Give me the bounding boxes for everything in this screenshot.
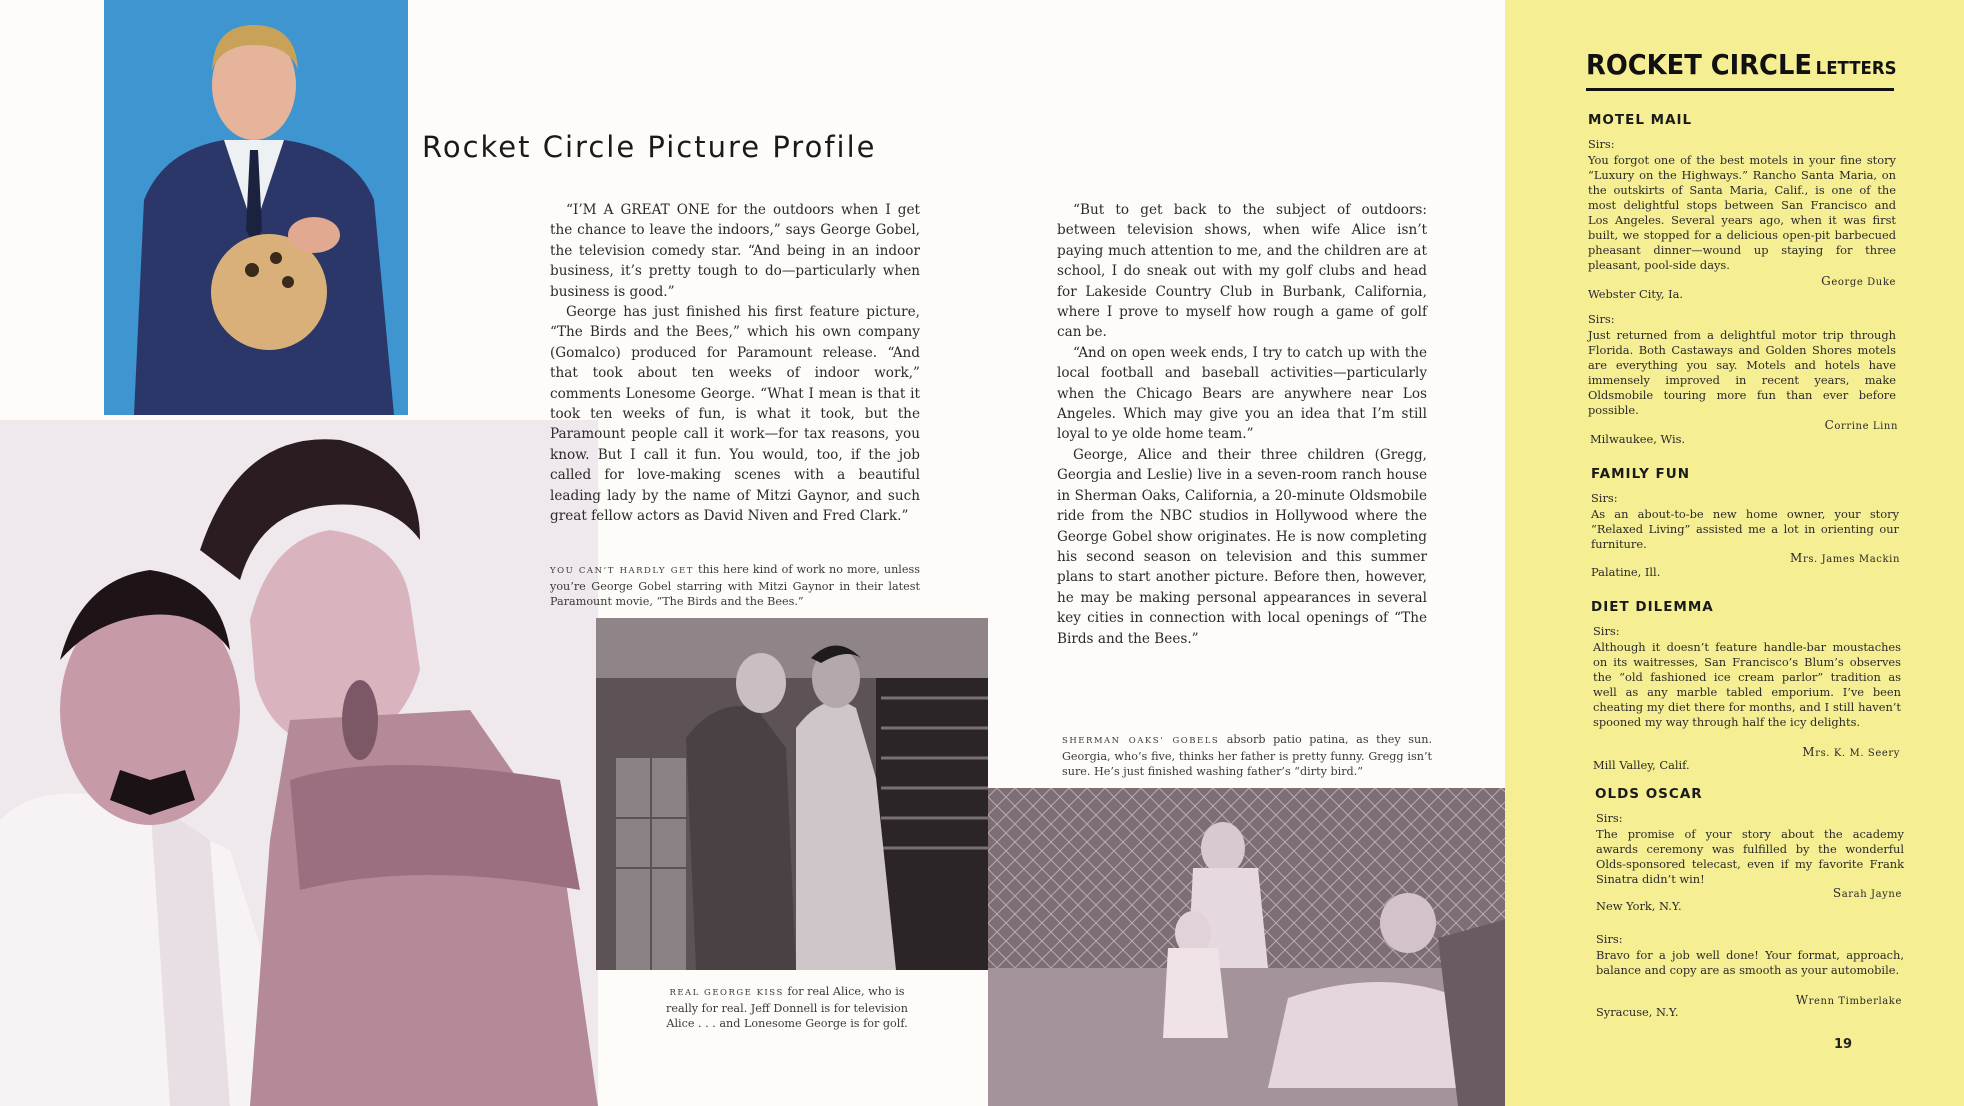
page-number: 19	[1834, 1037, 1853, 1052]
letter-signature: Sarah Jayne	[1832, 886, 1902, 900]
caption-text: absorb patio patina, as they sun. Georgia, who’s five, thinks her father is pretty funny. Gregg isn’t sure. He’s just finished washing father’s “dirty bird.”	[1062, 733, 1432, 778]
caption-text: this here kind of work no more, unless you’re George Gobel starring with Mitzi Gaynor in their latest Paramount movie, “The Birds and the Bees.”	[550, 563, 920, 608]
letter-signature: George Duke	[1821, 274, 1896, 288]
section-heading-diet-dilemma: DIET DILEMMA	[1591, 599, 1714, 615]
letters-title	[1586, 48, 1897, 81]
letter-city: New York, N.Y.	[1596, 899, 1682, 913]
section-heading-motel-mail: MOTEL MAIL	[1588, 112, 1693, 128]
letter-text: Just returned from a delightful motor trip through Florida. Both Castaways and Golden Shores motels are everything you say. Motels and hotels have immensely improved in recent years, make Oldsmobile touring more fun than ever before possible.	[1588, 328, 1896, 417]
article-column-1	[550, 200, 920, 527]
salutation: Sirs:	[1596, 811, 1623, 825]
letter-text: As an about-to-be new home owner, your story “Relaxed Living” assisted me a lot in orienting our furniture.	[1591, 507, 1899, 551]
salutation: Sirs:	[1591, 491, 1618, 505]
section-heading-olds-oscar: OLDS OSCAR	[1595, 786, 1703, 802]
article-column-2	[1057, 200, 1427, 649]
letter-signature: Corrine Linn	[1824, 418, 1898, 432]
caption-text: for real Alice, who is really for real. Jeff Donnell is for television Alice . . . and Lonesome George is for golf.	[666, 985, 908, 1030]
letter-city: Webster City, Ia.	[1588, 287, 1684, 301]
salutation: Sirs:	[1593, 624, 1620, 638]
photo-gobel-family-patio	[988, 788, 1510, 1106]
salutation: Sirs:	[1588, 312, 1615, 326]
section-heading-family-fun: FAMILY FUN	[1591, 466, 1691, 482]
paragraph: “But to get back to the subject of outdoors: between television shows, when wife Alice isn’t paying much attention to me, and the children are at school, I do sneak out with my golf clubs and head for Lakeside Country Club in Burbank, California, where I prove to myself how rough a game of golf can be.	[1057, 202, 1427, 341]
letter-signature: Wrenn Timberlake	[1795, 993, 1902, 1007]
page-title: Rocket Circle Picture Profile	[422, 130, 877, 164]
letter-text: Bravo for a job well done! Your format, approach, balance and copy are as smooth as your automobile.	[1596, 948, 1904, 977]
salutation: Sirs:	[1596, 932, 1623, 946]
portrait-photo-george-gobel	[104, 0, 408, 415]
paragraph: “I’M A GREAT ONE for the outdoors when I get the chance to leave the indoors,” says George Gobel, the television comedy star. “And being in an indoor business, it’s pretty tough to do—particularly when business is good.”	[550, 202, 920, 300]
letters-title-small: LETTERS	[1815, 58, 1897, 79]
letter-text: The promise of your story about the academy awards ceremony was fulfilled by the wonderful Olds-sponsored telecast, even if my favorite Frank Sinatra didn’t win!	[1596, 827, 1904, 886]
letters-title-main: ROCKET CIRCLE	[1586, 48, 1812, 81]
caption-lead: YOU CAN’T HARDLY GET	[550, 566, 694, 576]
letter-city: Syracuse, N.Y.	[1596, 1005, 1679, 1019]
letter-city: Milwaukee, Wis.	[1590, 432, 1686, 446]
caption-kiss-photo	[652, 984, 922, 1031]
letter-text: Although it doesn’t feature handle-bar moustaches on its waitresses, San Francisco’s Blum’s observes the “old fashioned ice cream parlor” tradition as well as any marble tabled emporium. I’ve been cheating my diet there for months, and I still haven’t spooned my way through half the icy delights.	[1593, 640, 1901, 729]
letter-city: Palatine, Ill.	[1591, 565, 1661, 579]
paragraph: “And on open week ends, I try to catch up with the local football and baseball activities—particularly when the Chicago Bears are anywhere near Los Angeles. Which may give you an idea that I’m still loyal to ye olde home team.”	[1057, 344, 1427, 443]
paragraph: George has just finished his first feature picture, “The Birds and the Bees,” which his own company (Gomalco) produced for Paramount release. “And that took about ten weeks of indoor work,” comments Lonesome George. “What I mean is that it took ten weeks of fun, is what it took, but the Paramount people call it work—for tax reasons, you know. But I call it fun. You would, too, if the job called for love-making scenes with a beautiful leading lady by the name of Mitzi Gaynor, and such great fellow actors as David Niven and Fred Clark.”	[550, 304, 920, 525]
caption-movie-photo	[550, 562, 920, 609]
title-rule	[1586, 88, 1894, 91]
letter-signature: Mrs. K. M. Seery	[1802, 745, 1900, 759]
paragraph: George, Alice and their three children (Gregg, Georgia and Leslie) live in a seven-room ranch house in Sherman Oaks, California, a 20-minute Oldsmobile ride from the NBC studios in Hollywood where the George Gobel show originates. He is now completing his second season on television and this summer plans to start another picture. Before then, however, he may be making personal appearances in several key cities in connection with local openings of “The Birds and the Bees.”	[1057, 446, 1427, 647]
photo-gobel-and-gaynor	[0, 420, 598, 1106]
letter-signature: Mrs. James Mackin	[1790, 551, 1900, 565]
letter-text: You forgot one of the best motels in your fine story “Luxury on the Highways.” Rancho Santa Maria, on the outskirts of Santa Maria, Calif., is one of the most delightful stops between San Francisco and Los Angeles. Several years ago, when it was first built, we stopped for a delicious open-pit barbecued pheasant dinner—wound up staying for three pleasant, pool-side days.	[1588, 153, 1896, 272]
salutation: Sirs:	[1588, 137, 1615, 151]
caption-lead: SHERMAN OAKS’ GOBELS	[1062, 736, 1220, 746]
letter-city: Mill Valley, Calif.	[1593, 758, 1690, 772]
caption-patio-photo	[1062, 732, 1432, 779]
photo-george-kiss-alice	[596, 618, 988, 970]
caption-lead: REAL GEORGE KISS	[669, 988, 784, 998]
